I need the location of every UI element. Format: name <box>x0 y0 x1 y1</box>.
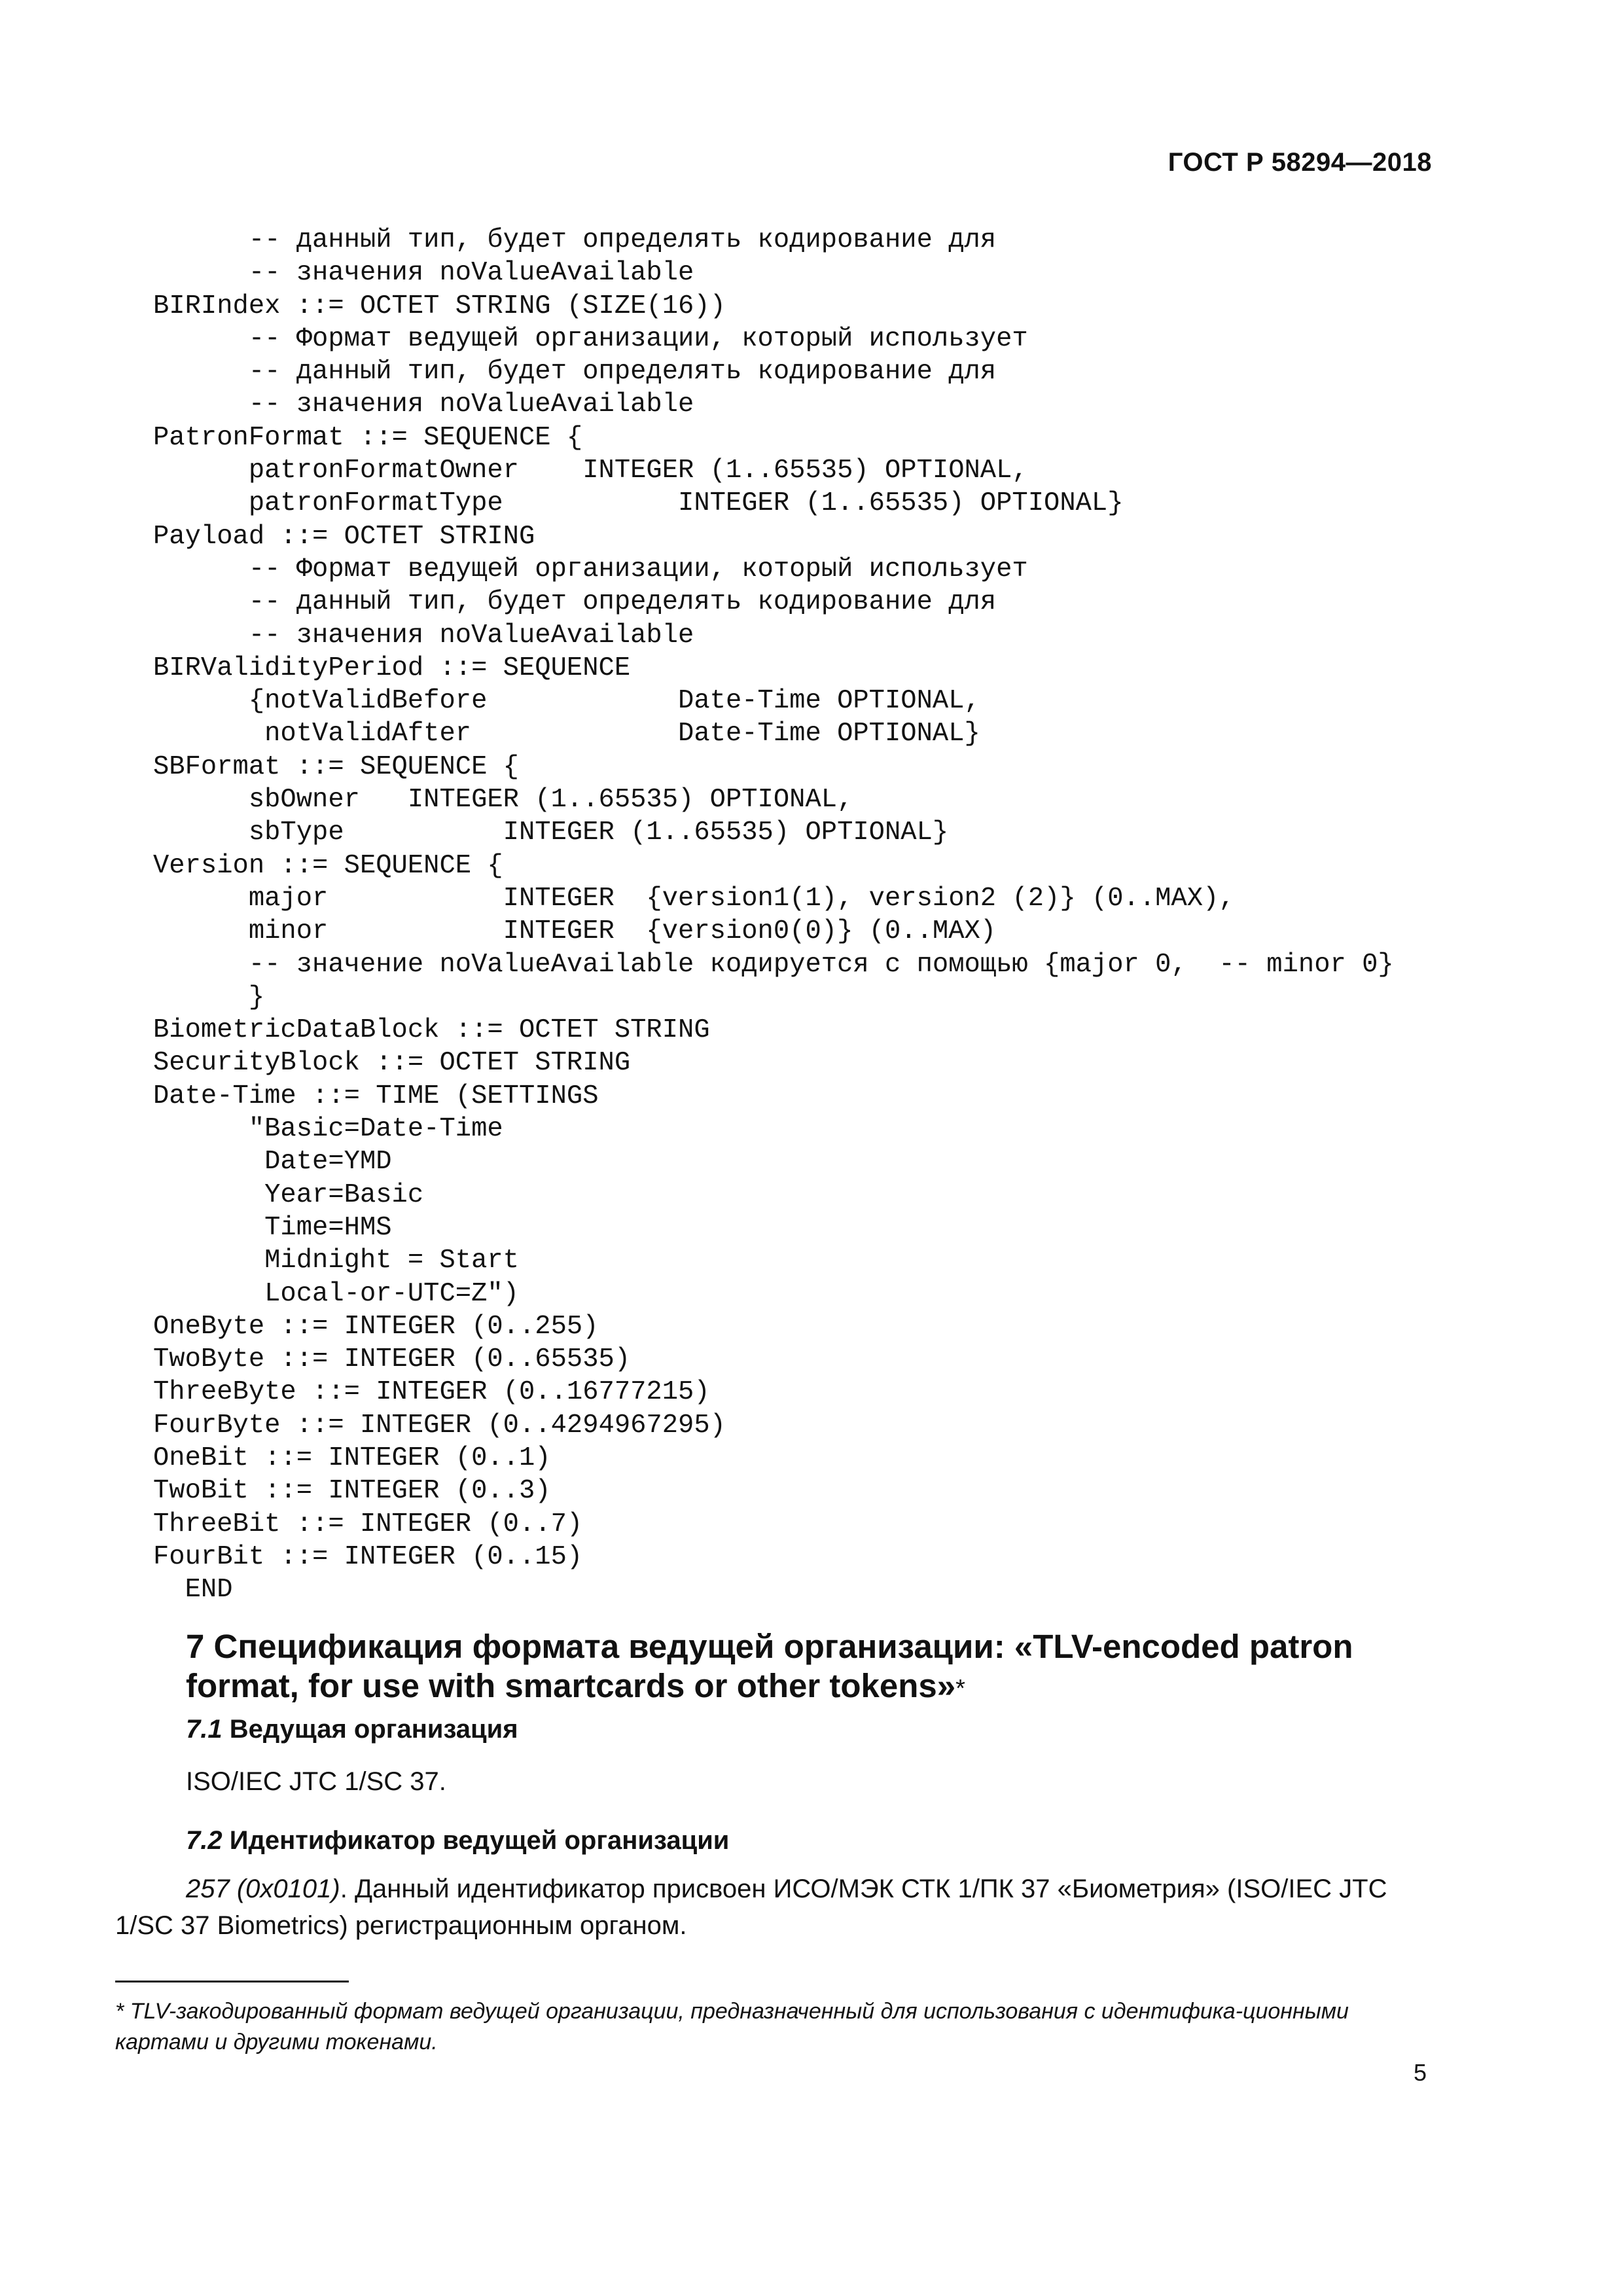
code-line: {notValidBefore Date-Time OPTIONAL, <box>153 686 980 717</box>
section-7-1-body: ISO/IEC JTC 1/SC 37. <box>186 1767 446 1796</box>
section-7-2-number: 7.2 <box>186 1826 223 1855</box>
footnote-divider <box>115 1981 349 1982</box>
code-line: Date-Time ::= TIME (SETTINGS <box>153 1081 599 1111</box>
code-line: -- данный тип, будет определять кодирование для <box>153 587 997 618</box>
code-line: OneBit ::= INTEGER (0..1) <box>153 1443 551 1473</box>
code-line: -- Формат ведущей организации, который использует <box>153 554 1028 584</box>
code-line: -- значения noValueAvailable <box>153 389 694 420</box>
code-line: Year=Basic <box>153 1179 424 1210</box>
section-7-2-title: Идентификатор ведущей организации <box>229 1826 730 1855</box>
code-line: patronFormatType INTEGER (1..65535) OPTIONAL} <box>153 488 1124 519</box>
code-line: TwoBit ::= INTEGER (0..3) <box>153 1476 551 1507</box>
page-number: 5 <box>1413 2059 1427 2086</box>
identifier-value: 257 (0x0101) <box>186 1874 340 1903</box>
code-line: Payload ::= OCTET STRING <box>153 521 535 552</box>
code-line: patronFormatOwner INTEGER (1..65535) OPTIONAL, <box>153 456 1028 486</box>
footnote-text: * TLV-закодированный формат ведущей организации, предназначенный для использования с идентифика-ционными картами и другими токенами. <box>115 1999 1349 2054</box>
section-7-2-heading <box>186 1825 729 1856</box>
code-line: SBFormat ::= SEQUENCE { <box>153 751 519 782</box>
code-line: minor INTEGER {version0(0)} (0..MAX) <box>153 916 997 947</box>
code-line: FourBit ::= INTEGER (0..15) <box>153 1541 583 1572</box>
code-line: -- Формат ведущей организации, который использует <box>153 323 1028 354</box>
code-line: ThreeByte ::= INTEGER (0..16777215) <box>153 1377 710 1408</box>
code-line: PatronFormat ::= SEQUENCE { <box>153 422 583 453</box>
code-line: SecurityBlock ::= OCTET STRING <box>153 1048 631 1079</box>
code-line: -- значения noValueAvailable <box>153 258 694 289</box>
section-7-title: 7 Спецификация формата ведущей организации: «TLV-encoded patron format, for use with smartcards or other tokens» <box>186 1628 1353 1704</box>
code-line: FourByte ::= INTEGER (0..4294967295) <box>153 1410 726 1441</box>
section-7-1-title: Ведущая организация <box>229 1715 518 1744</box>
code-line: -- значения noValueAvailable <box>153 620 694 651</box>
code-line: OneByte ::= INTEGER (0..255) <box>153 1311 599 1342</box>
code-line: } <box>153 982 265 1013</box>
section-7-2-body-text: . Данный идентификатор присвоен ИСО/МЭК СТК 1/ПК 37 «Биометрия» (ISO/IEC JTC 1/SC 37 Biometrics) регистрационным органом. <box>115 1874 1387 1940</box>
code-line: BIRIndex ::= OCTET STRING (SIZE(16)) <box>153 291 726 321</box>
asn1-code-listing <box>153 224 1394 1606</box>
code-line: sbType INTEGER (1..65535) OPTIONAL} <box>153 817 949 848</box>
code-line: BIRValidityPeriod ::= SEQUENCE <box>153 653 631 683</box>
document-id: ГОСТ Р 58294—2018 <box>1168 148 1432 177</box>
code-line: BiometricDataBlock ::= OCTET STRING <box>153 1015 710 1046</box>
code-line: notValidAfter Date-Time OPTIONAL} <box>153 719 980 749</box>
code-line: major INTEGER {version1(1), version2 (2)} (0..MAX), <box>153 883 1235 914</box>
section-7-1-number: 7.1 <box>186 1715 223 1744</box>
code-line: Local-or-UTC=Z") <box>153 1278 519 1309</box>
section-7-heading <box>186 1627 1429 1706</box>
code-line: TwoByte ::= INTEGER (0..65535) <box>153 1344 631 1375</box>
code-line: Date=YMD <box>153 1147 392 1177</box>
code-line: -- значение noValueAvailable кодируется с помощью {major 0, -- minor 0} <box>153 949 1394 980</box>
code-line: Time=HMS <box>153 1212 392 1243</box>
code-line: -- данный тип, будет определять кодирование для <box>153 357 997 387</box>
code-line: ThreeBit ::= INTEGER (0..7) <box>153 1509 583 1539</box>
code-line: sbOwner INTEGER (1..65535) OPTIONAL, <box>153 785 853 816</box>
code-line: -- данный тип, будет определять кодирование для <box>153 225 997 255</box>
footnote-marker: * <box>955 1675 965 1702</box>
code-line: END <box>153 1575 233 1605</box>
code-line: Midnight = Start <box>153 1246 519 1276</box>
section-7-2-body <box>115 1871 1442 1944</box>
code-line: "Basic=Date-Time <box>153 1114 503 1145</box>
code-line: Version ::= SEQUENCE { <box>153 850 503 881</box>
section-7-1-heading <box>186 1713 518 1745</box>
